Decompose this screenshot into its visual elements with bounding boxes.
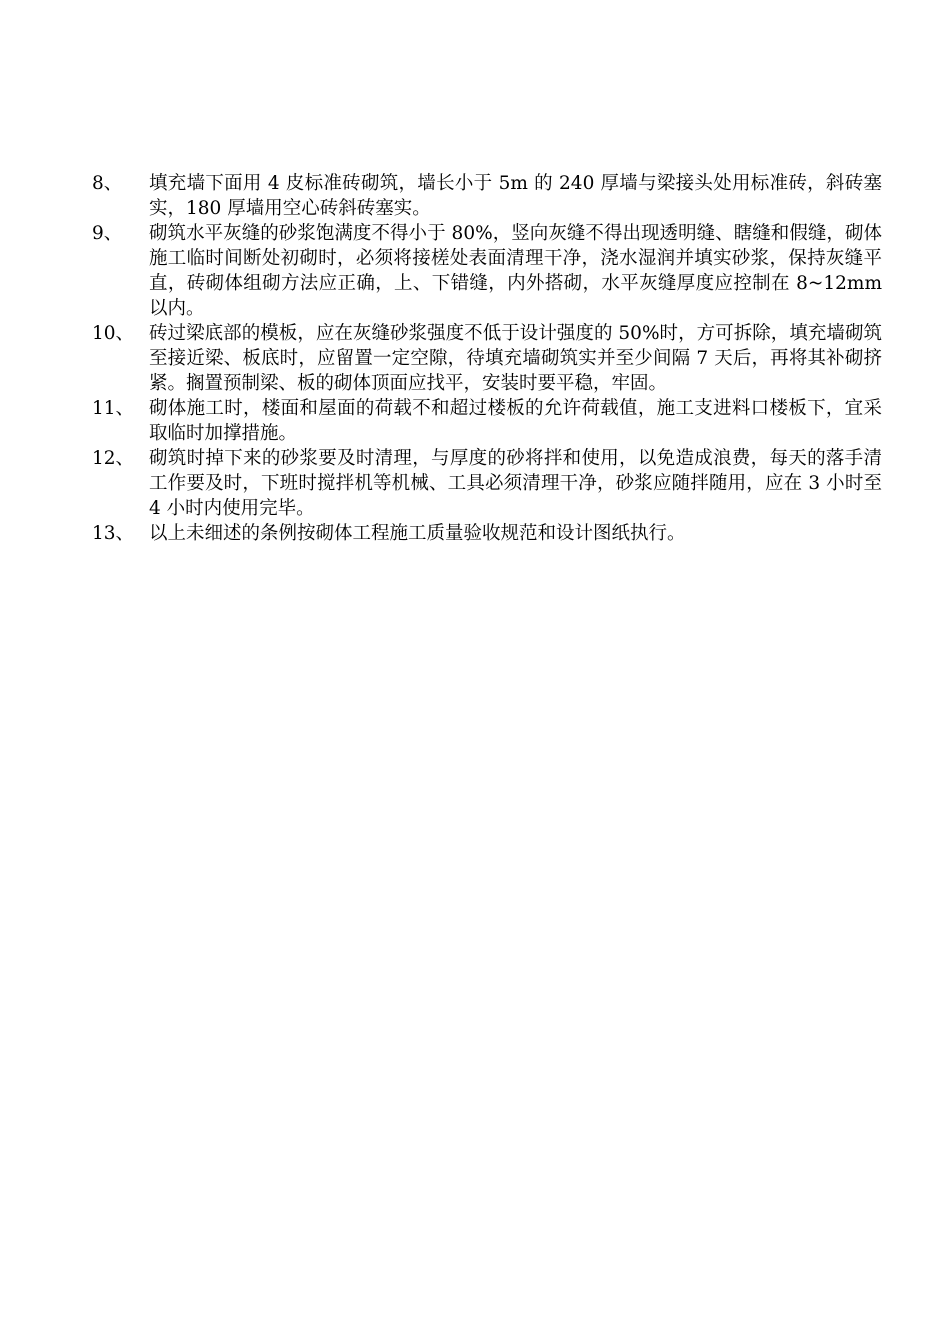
item-number: 11、 xyxy=(92,398,135,419)
list-item xyxy=(92,521,882,546)
item-number: 10、 xyxy=(92,323,135,344)
item-number: 12、 xyxy=(92,448,135,469)
item-text: 砌筑时掉下来的砂浆要及时清理，与厚度的砂将拌和使用，以免造成浪费，每天的落手清工作要及时，下班时搅拌机等机械、工具必须清理干净，砂浆应随拌随用，应在 3 小时至 4 小时内使用完毕。 xyxy=(149,448,882,519)
item-text: 砖过梁底部的模板，应在灰缝砂浆强度不低于设计强度的 50%时，方可拆除，填充墙砌筑至接近梁、板底时，应留置一定空隙，待填充墙砌筑实并至少间隔 7 天后，再将其补砌挤紧。搁置预制梁、板的砌体顶面应找平，安装时要平稳，牢固。 xyxy=(149,323,882,394)
list-item xyxy=(92,396,882,446)
item-text: 砌筑水平灰缝的砂浆饱满度不得小于 80%，竖向灰缝不得出现透明缝、瞎缝和假缝，砌体施工临时间断处初砌时，必须将接槎处表面清理干净，浇水湿润并填实砂浆，保持灰缝平直，砖砌体组砌方法应正确，上、下错缝，内外搭砌，水平灰缝厚度应控制在 8~12mm 以内。 xyxy=(149,223,882,319)
item-text: 砌体施工时，楼面和屋面的荷载不和超过楼板的允许荷载值，施工支进料口楼板下，宜采取临时加撑措施。 xyxy=(149,398,882,444)
list-item xyxy=(92,171,882,221)
construction-notes-list xyxy=(92,171,882,546)
item-number: 8、 xyxy=(92,173,123,194)
item-number: 13、 xyxy=(92,523,135,544)
item-text: 以上未细述的条例按砌体工程施工质量验收规范和设计图纸执行。 xyxy=(149,523,686,544)
list-item xyxy=(92,321,882,396)
list-item xyxy=(92,446,882,521)
item-number: 9、 xyxy=(92,223,123,244)
item-text: 填充墙下面用 4 皮标准砖砌筑，墙长小于 5m 的 240 厚墙与梁接头处用标准砖，斜砖塞实，180 厚墙用空心砖斜砖塞实。 xyxy=(149,173,882,219)
list-item xyxy=(92,221,882,321)
